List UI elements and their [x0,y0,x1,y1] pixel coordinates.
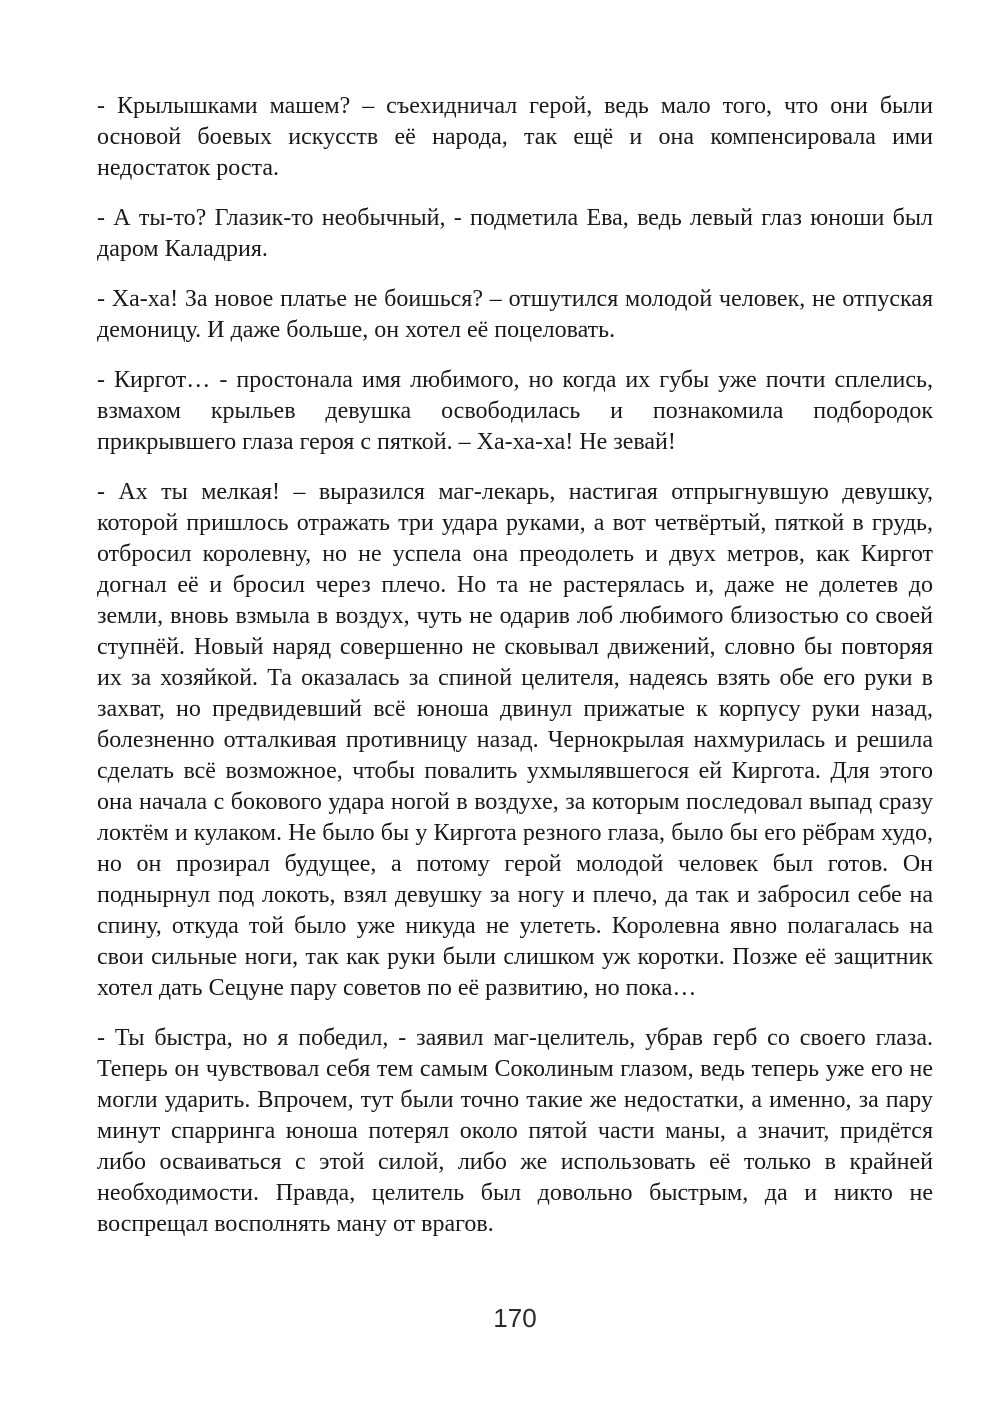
paragraph-5: - Ах ты мелкая! – выразился маг-лекарь, настигая отпрыгнувшую девушку, которой пришлось отражать три удара руками, а вот четвёртый, пяткой в грудь, отбросил королевну, но не успела она преодолеть и двух метров, как Киргот догнал её и бросил через плечо. Но та не растерялась и, даже не долетев до земли, вновь взмыла в воздух, чуть не одарив лоб любимого близостью со своей ступнёй. Новый наряд совершенно не сковывал движений, словно бы повторяя их за хозяйкой. Та оказалась за спиной целителя, надеясь взять обе его руки в захват, но предвидевший всё юноша двинул прижатые к корпусу руки назад, болезненно отталкивая противницу назад. Чернокрылая нахмурилась и решила сделать всё возможное, чтобы повалить ухмылявшегося ей Киргота. Для этого она начала с бокового удара ногой в воздухе, за которым последовал выпад сразу локтём и кулаком. Не было бы у Киргота резного глаза, было бы его рёбрам худо, но он прозирал будущее, а потому герой молодой человек был готов. Он поднырнул под локоть, взял девушку за ногу и плечо, да так и забросил себе на спину, откуда той было уже никуда не улететь. Королевна явно полагалась на свои сильные ноги, так как руки были слишком уж коротки. Позже её защитник хотел дать Сецуне пару советов по её развитию, но пока… [97,479,933,1001]
paragraph-1: - Крылышками машем? – съехидничал герой, ведь мало того, что они были основой боевых искусств её народа, так ещё и она компенсировала ими недостаток роста. [97,93,933,181]
paragraph-4: - Киргот… - простонала имя любимого, но когда их губы уже почти сплелись, взмахом крыльев девушка освободилась и познакомила подбородок прикрывшего глаза героя с пяткой. – Ха-ха-ха! Не зевай! [97,367,933,455]
paragraph-6: - Ты быстра, но я победил, - заявил маг-целитель, убрав герб со своего глаза. Теперь он чувствовал себя тем самым Соколиным глазом, ведь теперь уже его не могли ударить. Впрочем, тут были точно такие же недостатки, а именно, за пару минут спарринга юноша потерял около пятой части маны, а значит, придётся либо осваиваться с этой силой, либо же использовать её только в крайней необходимости. Правда, целитель был довольно быстрым, да и никто не воспрещал восполнять ману от врагов. [97,1025,933,1237]
page-number: 170 [493,1303,537,1333]
paragraph-3: - Ха-ха! За новое платье не боишься? – отшутился молодой человек, не отпуская демоницу. И даже больше, он хотел её поцеловать. [97,286,933,343]
text-block [97,91,933,1259]
paragraph-2: - А ты-то? Глазик-то необычный, - подметила Ева, ведь левый глаз юноши был даром Каладрия. [97,205,933,262]
